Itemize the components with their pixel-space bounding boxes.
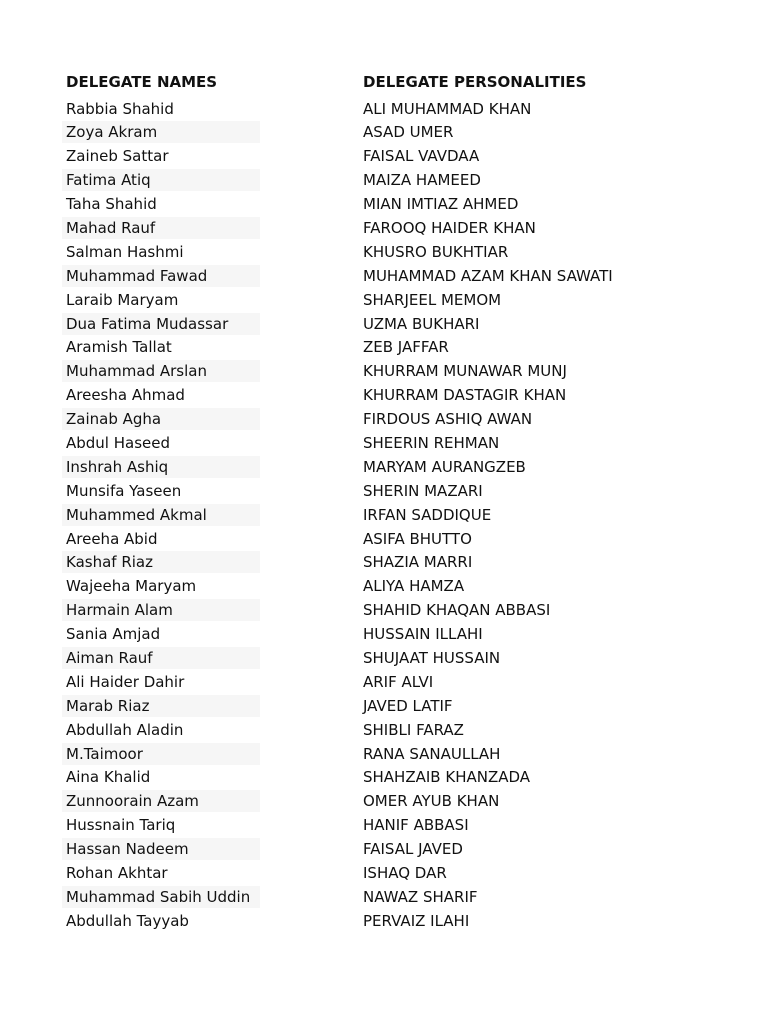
delegate-name-cell: Zaineb Sattar (66, 147, 169, 166)
delegate-name-cell: Abdul Haseed (66, 433, 171, 452)
delegate-personality-cell: FAISAL JAVED (363, 840, 463, 859)
table-row (0, 359, 768, 383)
table-row (0, 192, 768, 216)
delegate-personality-cell: FAROOQ HAIDER KHAN (363, 218, 536, 237)
delegate-personality-cell: ISHAQ DAR (363, 864, 447, 882)
table-row (0, 479, 768, 503)
table-row (0, 574, 768, 598)
delegate-name-cell: Ali Haider Dahir (66, 672, 185, 691)
delegate-name-cell: Abdullah Tayyab (66, 911, 189, 930)
delegate-name-cell: Marab Riaz (66, 696, 150, 715)
table-row (0, 527, 768, 551)
delegate-name-cell: Munsifa Yaseen (66, 481, 182, 500)
delegate-personality-cell: MARYAM AURANGZEB (363, 457, 526, 476)
delegate-personality-cell: SHUJAAT HUSSAIN (363, 648, 501, 667)
delegate-personality-cell: SHIBLI FARAZ (363, 720, 464, 739)
table-row (0, 144, 768, 168)
delegate-personality-cell: ASAD UMER (363, 123, 454, 142)
table-row (0, 503, 768, 527)
header-delegate-names: DELEGATE NAMES (66, 73, 218, 91)
delegate-name-cell: Inshrah Ashiq (66, 457, 169, 476)
delegate-personality-cell: NAWAZ SHARIF (363, 887, 478, 906)
delegate-personality-cell: HANIF ABBASI (363, 816, 469, 835)
delegate-personality-cell: SHERIN MAZARI (363, 481, 483, 500)
delegate-personality-cell: FAISAL VAVDAA (363, 147, 480, 166)
table-row (0, 431, 768, 455)
table-row (0, 765, 768, 789)
delegate-name-cell: Rohan Akhtar (66, 864, 168, 882)
delegate-personality-cell: ASIFA BHUTTO (363, 529, 472, 548)
table-row (0, 909, 768, 933)
delegate-name-cell: Muhammad Sabih Uddin (66, 887, 251, 906)
table-row (0, 168, 768, 192)
header-delegate-personalities: DELEGATE PERSONALITIES (363, 73, 587, 91)
delegate-name-cell: Hassan Nadeem (66, 840, 189, 859)
delegate-personality-cell: ALIYA HAMZA (363, 577, 465, 596)
table-row (0, 646, 768, 670)
table-row (0, 694, 768, 718)
table-row (0, 885, 768, 909)
delegate-personality-cell: OMER AYUB KHAN (363, 792, 500, 811)
delegate-personality-cell: IRFAN SADDIQUE (363, 505, 492, 524)
table-body (0, 97, 768, 933)
delegate-personality-cell: MUHAMMAD AZAM KHAN SAWATI (363, 266, 613, 285)
table-row (0, 240, 768, 264)
table-row (0, 718, 768, 742)
delegate-name-cell: Hussnain Tariq (66, 816, 176, 835)
delegate-personality-cell: SHAHID KHAQAN ABBASI (363, 601, 551, 620)
table-row (0, 622, 768, 646)
table-row (0, 335, 768, 359)
table-row (0, 789, 768, 813)
table-row (0, 813, 768, 837)
delegate-name-cell: Aiman Rauf (66, 648, 153, 667)
table-row (0, 837, 768, 861)
delegate-personality-cell: KHURRAM DASTAGIR KHAN (363, 386, 567, 405)
table-row (0, 312, 768, 336)
delegate-name-cell: Muhammed Akmal (66, 505, 207, 524)
table-row (0, 742, 768, 766)
delegate-name-cell: Sania Amjad (66, 625, 161, 644)
delegate-name-cell: Taha Shahid (66, 195, 157, 214)
delegate-personality-cell: MAIZA HAMEED (363, 171, 481, 190)
delegate-name-cell: Laraib Maryam (66, 290, 179, 309)
delegate-name-cell: M.Taimoor (66, 744, 143, 763)
table-row (0, 550, 768, 574)
delegate-personality-cell: MIAN IMTIAZ AHMED (363, 195, 519, 214)
delegate-name-cell: Aramish Tallat (66, 338, 172, 357)
delegate-name-cell: Zainab Agha (66, 410, 162, 429)
table-row (0, 216, 768, 240)
delegate-personality-cell: RANA SANAULLAH (363, 744, 501, 763)
delegate-name-cell: Salman Hashmi (66, 242, 184, 261)
delegate-name-cell: Dua Fatima Mudassar (66, 314, 229, 333)
delegate-name-cell: Zoya Akram (66, 123, 158, 142)
delegate-name-cell: Wajeeha Maryam (66, 577, 197, 596)
delegate-personality-cell: ALI MUHAMMAD KHAN (363, 99, 532, 118)
delegate-name-cell: Mahad Rauf (66, 218, 156, 237)
table-row (0, 455, 768, 479)
delegate-personality-cell: UZMA BUKHARI (363, 314, 480, 333)
delegate-name-cell: Kashaf Riaz (66, 553, 153, 572)
delegate-name-cell: Rabbia Shahid (66, 99, 174, 118)
delegate-personality-cell: KHUSRO BUKHTIAR (363, 242, 509, 261)
delegate-name-cell: Muhammad Arslan (66, 362, 207, 381)
table-row (0, 407, 768, 431)
table-row (0, 670, 768, 694)
delegate-name-cell: Abdullah Aladin (66, 720, 184, 739)
delegate-personality-cell: SHAZIA MARRI (363, 553, 473, 572)
table-row (0, 120, 768, 144)
table-row (0, 264, 768, 288)
delegate-name-cell: Muhammad Fawad (66, 266, 208, 285)
delegate-personality-cell: ZEB JAFFAR (363, 338, 449, 357)
delegate-personality-cell: KHURRAM MUNAWAR MUNJ (363, 362, 567, 381)
delegate-personality-cell: ARIF ALVI (363, 672, 434, 691)
table-header (0, 71, 768, 93)
delegate-name-cell: Fatima Atiq (66, 171, 151, 190)
table-row (0, 383, 768, 407)
delegate-personality-cell: PERVAIZ ILAHI (363, 911, 470, 930)
delegate-name-cell: Harmain Alam (66, 601, 173, 620)
delegate-personality-cell: SHEERIN REHMAN (363, 433, 500, 452)
delegate-name-cell: Areesha Ahmad (66, 386, 185, 405)
table-row (0, 598, 768, 622)
table-row (0, 97, 768, 121)
delegate-personality-cell: HUSSAIN ILLAHI (363, 625, 483, 644)
delegate-personality-cell: FIRDOUS ASHIQ AWAN (363, 410, 533, 429)
delegate-personality-cell: SHAHZAIB KHANZADA (363, 768, 531, 787)
delegate-name-cell: Areeha Abid (66, 529, 158, 548)
table-row (0, 288, 768, 312)
delegate-name-cell: Aina Khalid (66, 768, 151, 787)
delegate-personality-cell: JAVED LATIF (363, 696, 453, 715)
delegate-name-cell: Zunnoorain Azam (66, 792, 199, 811)
delegate-personality-cell: SHARJEEL MEMOM (363, 290, 502, 309)
table-row (0, 861, 768, 885)
